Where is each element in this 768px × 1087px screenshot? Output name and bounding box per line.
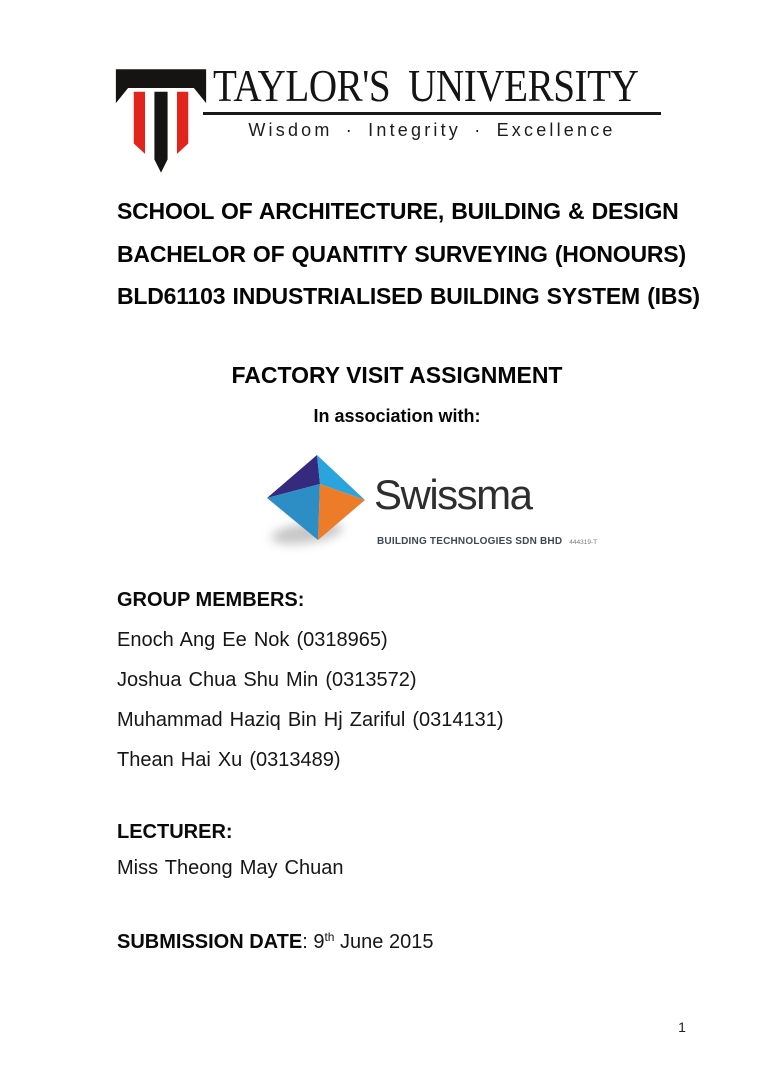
submission-date-label: SUBMISSION DATE — [117, 931, 303, 953]
page-number: 1 — [678, 1019, 686, 1035]
group-members-section — [117, 588, 504, 772]
logo-divider-rule — [203, 112, 661, 115]
assignment-title: FACTORY VISIT ASSIGNMENT — [231, 362, 563, 388]
swissma-diamond-icon — [265, 453, 367, 543]
lecturer-name: Miss Theong May Chuan — [117, 857, 344, 879]
lecturer-label: LECTURER: — [117, 821, 233, 843]
university-name: TAYLOR'S UNIVERSITY — [213, 60, 639, 111]
partner-subtitle-row — [377, 531, 597, 549]
module-name: BLD61103 INDUSTRIALISED BUILDING SYSTEM (IBS) — [117, 283, 700, 309]
lecturer-section — [117, 820, 343, 880]
partner-registration-number: 444319-T — [569, 539, 598, 546]
partner-name: Swissma — [374, 471, 532, 518]
university-tagline: Wisdom · Integrity · Excellence — [248, 120, 616, 140]
degree-name: BACHELOR OF QUANTITY SURVEYING (HONOURS) — [117, 240, 686, 267]
group-member: Muhammad Haziq Bin Hj Zariful (0314131) — [117, 709, 504, 731]
emblem-stripe-right — [177, 92, 188, 154]
submission-colon: : — [302, 931, 314, 953]
submission-ordinal: th — [324, 930, 335, 944]
emblem-stripe-center — [154, 92, 167, 173]
program-heading-block — [117, 190, 700, 318]
group-member: Joshua Chua Shu Min (0313572) — [117, 669, 417, 691]
emblem-stripe-left — [134, 92, 145, 154]
submission-date-line — [117, 930, 433, 956]
association-label: In association with: — [313, 406, 481, 426]
group-member: Thean Hai Xu (0313489) — [117, 749, 341, 771]
submission-date-rest: June 2015 — [334, 931, 434, 953]
group-members-label: GROUP MEMBERS: — [117, 589, 305, 611]
taylors-university-emblem-icon — [114, 63, 208, 177]
submission-day: 9 — [313, 931, 325, 953]
partner-subtitle: BUILDING TECHNOLOGIES SDN BHD — [377, 536, 563, 547]
diamond-face-bottom-right — [318, 484, 365, 540]
school-name: SCHOOL OF ARCHITECTURE, BUILDING & DESIGN — [117, 198, 679, 224]
group-member: Enoch Ang Ee Nok (0318965) — [117, 629, 388, 651]
